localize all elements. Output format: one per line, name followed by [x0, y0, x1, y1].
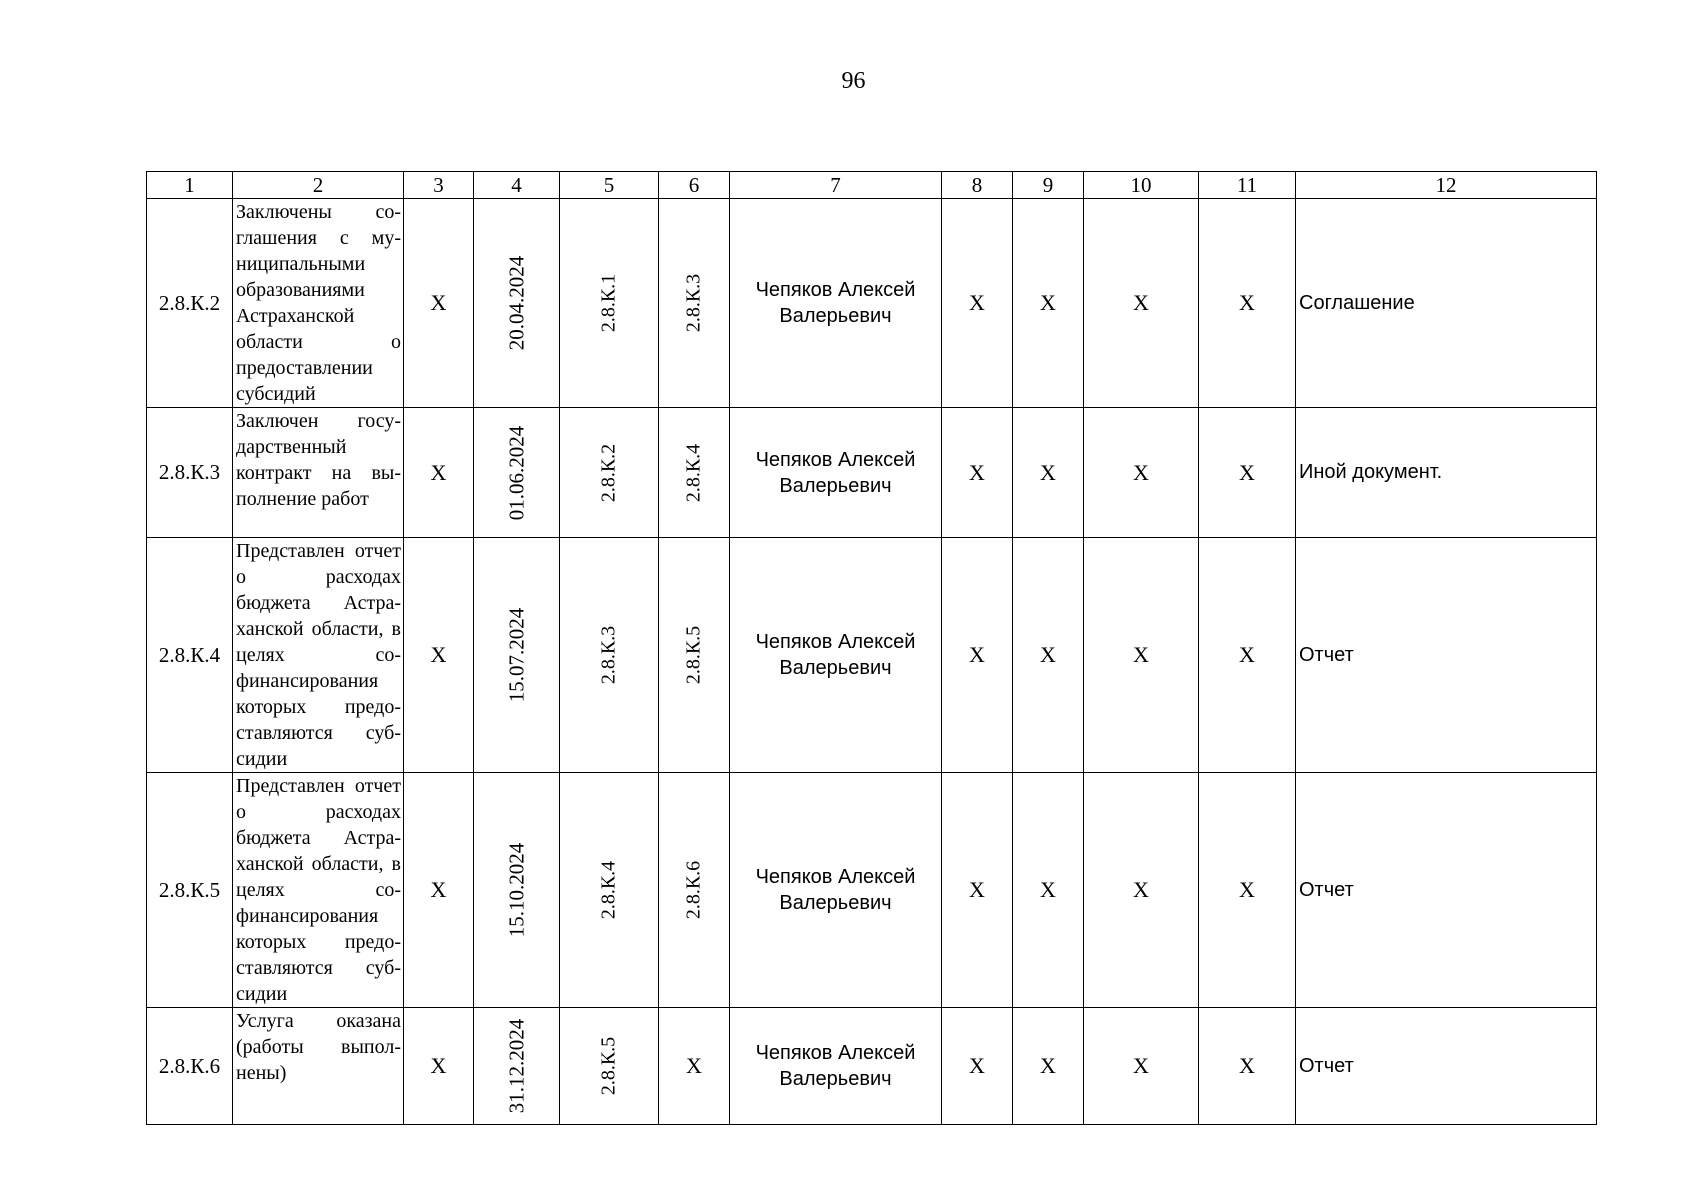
header-cell: 10	[1084, 172, 1199, 199]
cell-x: X	[659, 1008, 730, 1125]
row-predecessor: 2.8.К.1	[597, 273, 620, 333]
row-successor: 2.8.К.5	[682, 625, 705, 685]
cell-x: X	[1084, 773, 1199, 1008]
control-points-table	[146, 171, 1597, 1125]
row-document: Иной документ.	[1296, 408, 1597, 538]
row-code: 2.8.К.4	[147, 538, 233, 773]
header-cell: 8	[942, 172, 1013, 199]
header-cell: 9	[1013, 172, 1084, 199]
header-cell: 7	[730, 172, 942, 199]
cell-x: X	[1199, 199, 1296, 408]
row-code: 2.8.К.5	[147, 773, 233, 1008]
row-successor: 2.8.К.6	[682, 860, 705, 920]
row-code: 2.8.К.6	[147, 1008, 233, 1125]
row-code: 2.8.К.2	[147, 199, 233, 408]
cell-x: X	[1013, 773, 1084, 1008]
row-predecessor: 2.8.К.4	[597, 860, 620, 920]
cell-x: X	[1199, 538, 1296, 773]
cell-x: X	[404, 773, 474, 1008]
header-cell: 2	[233, 172, 404, 199]
cell-x: X	[1199, 408, 1296, 538]
row-predecessor: 2.8.К.3	[597, 625, 620, 685]
header-cell: 11	[1199, 172, 1296, 199]
header-cell: 6	[659, 172, 730, 199]
cell-x: X	[942, 1008, 1013, 1125]
cell-x: X	[1084, 199, 1199, 408]
header-cell: 5	[560, 172, 659, 199]
cell-x: X	[1013, 1008, 1084, 1125]
header-cell: 3	[404, 172, 474, 199]
row-responsible: Чепяков Алексей Валерьевич	[730, 199, 942, 408]
row-date: 15.10.2024	[504, 842, 528, 938]
cell-x: X	[404, 408, 474, 538]
row-predecessor: 2.8.К.5	[597, 1036, 620, 1096]
cell-x: X	[1013, 199, 1084, 408]
cell-x: X	[404, 1008, 474, 1125]
row-document: Отчет	[1296, 1008, 1597, 1125]
row-document: Отчет	[1296, 538, 1597, 773]
header-cell: 1	[147, 172, 233, 199]
row-date: 01.06.2024	[504, 425, 528, 520]
row-code: 2.8.К.3	[147, 408, 233, 538]
row-description: Заключен государственный контракт на выполнение работ	[233, 408, 404, 538]
row-predecessor: 2.8.К.2	[597, 443, 620, 502]
table-row	[147, 199, 1597, 408]
row-document: Отчет	[1296, 773, 1597, 1008]
table-row	[147, 1008, 1597, 1125]
row-successor: 2.8.К.4	[682, 443, 705, 502]
row-successor: 2.8.К.3	[682, 273, 705, 333]
page-number: 96	[841, 68, 866, 94]
cell-x: X	[1084, 538, 1199, 773]
cell-x: X	[1013, 538, 1084, 773]
row-responsible: Чепяков Алексей Валерьевич	[730, 1008, 942, 1125]
cell-x: X	[1013, 408, 1084, 538]
row-date: 15.07.2024	[504, 607, 528, 703]
row-description: Услуга оказана (работы выполнены)	[233, 1008, 404, 1125]
row-description: Представлен отчет о расходах бюджета Астраханской области, в целях софинансирования которых предоставляются субсидии	[233, 773, 404, 1008]
table-row	[147, 408, 1597, 538]
cell-x: X	[404, 199, 474, 408]
cell-x: X	[1199, 1008, 1296, 1125]
cell-x: X	[942, 538, 1013, 773]
header-cell: 4	[474, 172, 560, 199]
cell-x: X	[1084, 1008, 1199, 1125]
row-responsible: Чепяков Алексей Валерьевич	[730, 408, 942, 538]
row-document: Соглашение	[1296, 199, 1597, 408]
row-description: Представлен отчет о расходах бюджета Астраханской области, в целях софинансирования которых предоставляются субсидии	[233, 538, 404, 773]
cell-x: X	[404, 538, 474, 773]
cell-x: X	[942, 773, 1013, 1008]
table-row	[147, 773, 1597, 1008]
row-description: Заключены соглашения с муниципальными образованиями Астраханской области о предоставлении субсидий	[233, 199, 404, 408]
row-responsible: Чепяков Алексей Валерьевич	[730, 538, 942, 773]
cell-x: X	[942, 408, 1013, 538]
cell-x: X	[1084, 408, 1199, 538]
table-row	[147, 538, 1597, 773]
row-date: 31.12.2024	[504, 1018, 528, 1114]
row-responsible: Чепяков Алексей Валерьевич	[730, 773, 942, 1008]
cell-x: X	[1199, 773, 1296, 1008]
row-date: 20.04.2024	[504, 255, 528, 351]
header-cell: 12	[1296, 172, 1597, 199]
header-row	[147, 172, 1597, 199]
cell-x: X	[942, 199, 1013, 408]
